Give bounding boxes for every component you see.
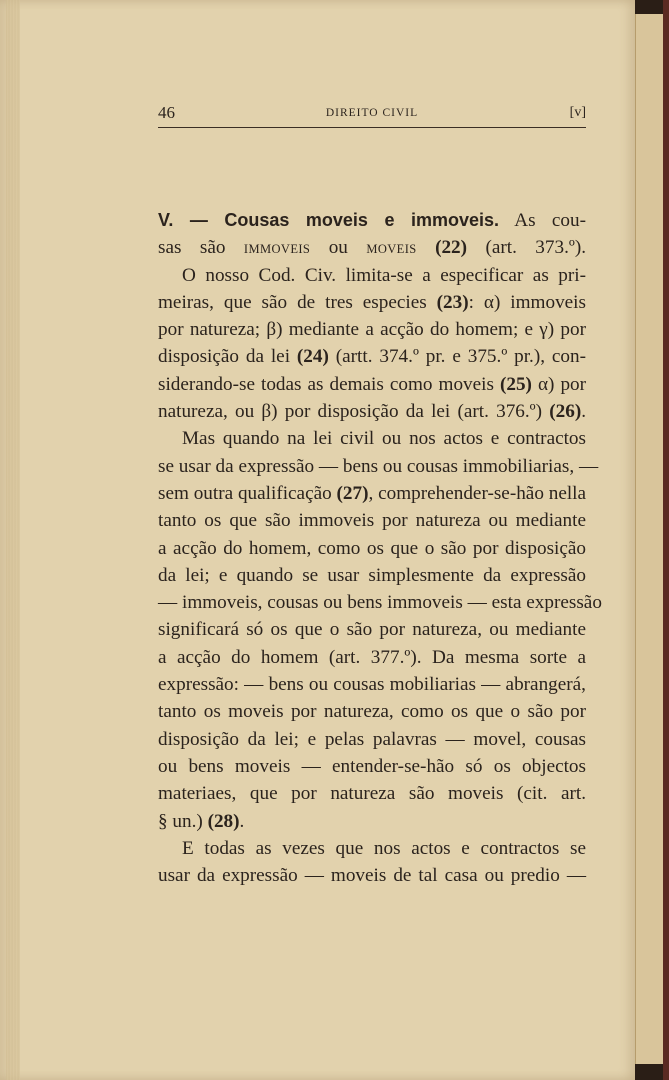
text-line [158,425,586,452]
text-fragment: (24) [296,346,329,368]
text-fragment: (26) [549,401,582,423]
text-fragment: por [554,373,587,395]
text-fragment [417,237,435,258]
book-spine [663,0,669,1080]
text-fragment: ou [227,401,262,423]
text-fragment: — [559,865,587,887]
running-title: DIREITO CIVIL [325,107,419,119]
text-line [158,562,586,589]
text-fragment: E todas as vezes que nos actos e contractos se [182,837,586,859]
text-line [158,262,586,289]
text-fragment: a acção do homem (art. 377.º). Da mesma sorte a [158,646,586,668]
text-fragment: γ) por [539,319,586,341]
text-line [158,371,586,398]
text-fragment: ou bens moveis [158,755,291,777]
text-line [158,862,586,889]
next-page-edge [635,14,664,1064]
text-fragment: (art. 373.º). [467,237,587,259]
text-line [158,480,586,507]
text-line [158,343,586,370]
text-fragment: expressão: — [158,674,269,696]
text-fragment: — [158,592,182,614]
text-fragment: significará só os que o são por natureza, ou mediante [158,619,586,641]
text-fragment: (artt. 374.º pr. e 375.º pr.), con- [328,346,587,368]
text-fragment: disposição da lei [158,346,291,368]
text-line [158,698,586,725]
text-fragment: se usar da expressão — [158,455,343,477]
text-line [158,589,602,616]
text-line [158,726,586,753]
text-line [158,207,586,234]
text-fragment: , comprehender-se-hão nella [368,482,587,504]
text-fragment: — [574,455,599,477]
text-fragment: sas são [158,237,244,259]
text-line [158,671,586,698]
section-marker: [v] [569,105,586,120]
text-fragment: (28) [207,810,240,832]
text-fragment: e [518,319,540,341]
text-fragment: MOVEIS [366,242,417,257]
text-fragment: por natureza; β) mediante a acção do homem; [158,319,519,341]
text-line [158,753,586,780]
text-fragment: — entender-se-hão só os objectos [290,755,586,777]
text-line [158,398,586,425]
text-line [158,507,586,534]
text-line [158,808,586,835]
text-fragment: (art. 376.º) [450,401,550,423]
text-line [158,780,586,807]
text-fragment: immoveis, cousas ou bens immoveis [181,592,463,614]
text-line [158,316,586,343]
text-fragment: a acção do homem, como os que o são por disposição [158,537,586,559]
text-fragment: . [239,810,245,832]
text-fragment: moveis de tal casa ou predio [330,865,560,887]
page-gutter [6,0,20,1080]
text-line [158,835,586,862]
text-fragment: sem outra qualificação [158,482,337,504]
text-fragment: bens ou cousas mobiliarias [268,674,476,696]
body-text [158,207,602,889]
text-fragment: bens ou cousas immobiliarias, [342,455,575,477]
text-fragment: tanto os que são immoveis por natureza ou mediante [158,510,586,532]
text-line [158,234,586,261]
text-fragment: tanto os moveis por natureza, como os que o são por [158,701,586,723]
text-fragment [290,346,297,367]
text-fragment: disposição da lei; e pelas palavras — [158,728,474,750]
text-fragment: : [468,291,484,313]
text-fragment: § un.) [158,810,208,832]
text-line [158,644,586,671]
text-fragment: α) immoveis [483,291,586,313]
text-fragment: — abrangerá, [475,674,586,696]
text-fragment: siderando-se todas as demais como moveis [158,373,500,395]
text-fragment: ou [310,237,367,259]
text-fragment: As cou- [499,210,587,231]
text-fragment: α) [537,373,555,395]
running-header [158,103,586,128]
text-fragment: (23) [436,291,469,313]
text-fragment: (25) [499,373,532,395]
text-fragment: natureza, [158,401,228,423]
text-line [158,289,586,316]
page-number: 46 [158,103,175,122]
text-fragment: meiras, que são de tres especies [158,291,437,313]
text-fragment: usar da expressão — [158,865,331,887]
text-fragment: V. — Cousas moveis e immoveis. [158,210,500,230]
text-line [158,453,599,480]
text-fragment: (27) [336,482,369,504]
text-line [158,535,586,562]
text-fragment: . [581,401,587,423]
text-fragment: Mas quando na lei civil ou nos actos e contractos [182,428,586,450]
text-fragment: da lei; e quando se usar simplesmente da expressão [158,564,586,586]
text-fragment: O nosso Cod. Civ. limita-se a especificar as pri- [182,264,586,286]
text-line [158,616,586,643]
text-fragment: materiaes, que por natureza são moveis (cit. art. [158,783,586,805]
text-fragment: (22) [435,237,468,259]
text-fragment: β) por disposição da lei [261,401,451,423]
text-fragment: movel, cousas [473,728,586,750]
text-fragment: — esta expressão [462,592,602,614]
text-fragment: IMMOVEIS [243,242,311,257]
